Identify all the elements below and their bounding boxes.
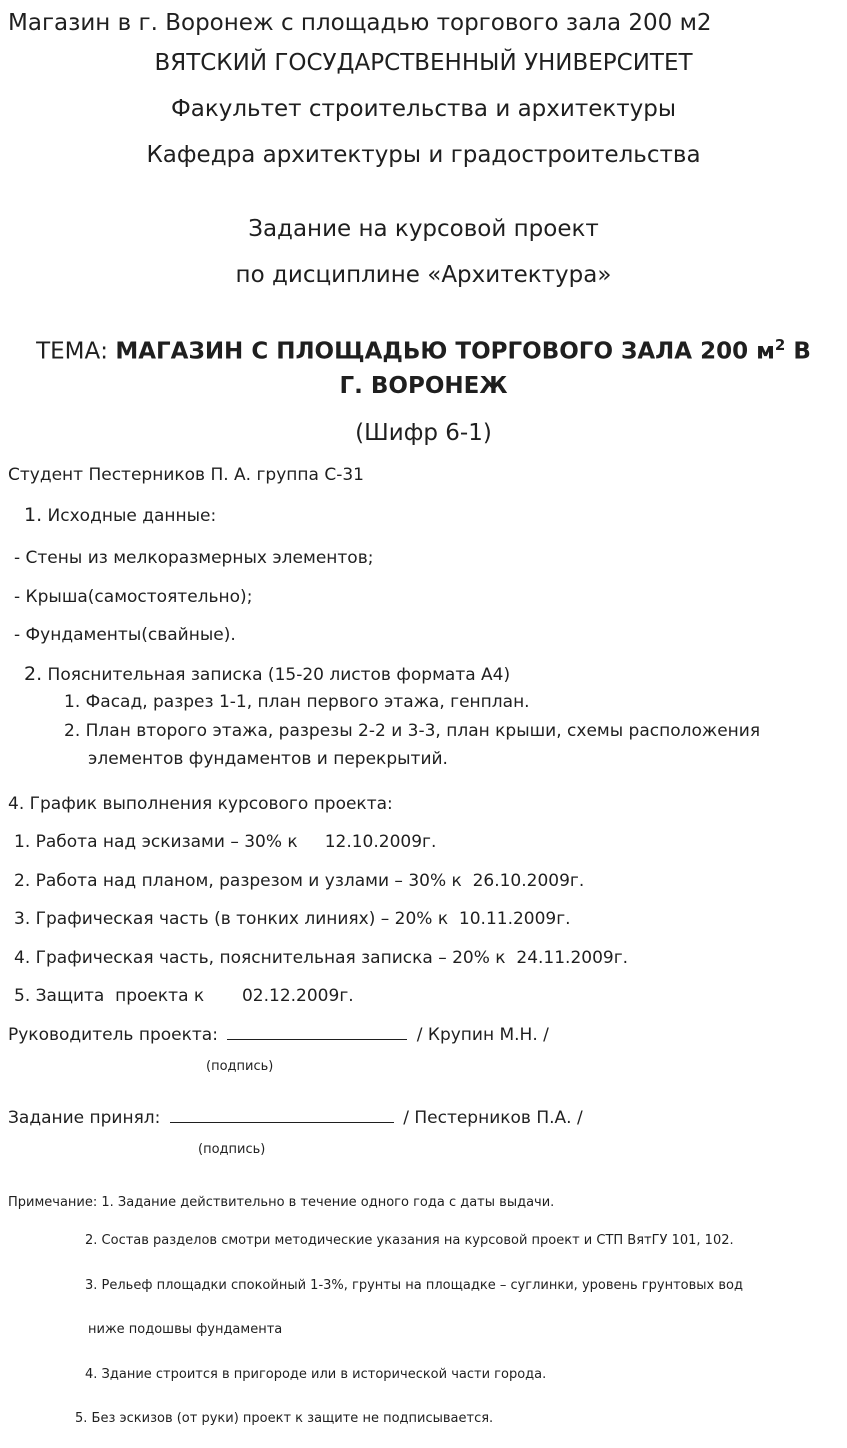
topic-superscript: 2 xyxy=(774,336,786,354)
section-2-title: Пояснительная записка (15-20 листов формата А4) xyxy=(47,665,511,685)
note-item: 3. Рельеф площадки спокойный 1-3%, грунты на площадке – суглинки, уровень грунтовых вод xyxy=(85,1278,743,1293)
note-item: Примечание: 1. Задание действительно в течение одного года с даты выдачи. xyxy=(8,1195,555,1210)
section-1-number: 1. xyxy=(24,504,43,526)
subitem-number: 2. xyxy=(64,721,81,741)
topic-cipher: (Шифр 6-1) xyxy=(355,420,492,446)
accepted-label: Задание принял: xyxy=(8,1108,161,1128)
schedule-item: 3. Графическая часть (в тонких линиях) – 20% к 10.11.2009г. xyxy=(14,909,571,929)
section-1-item: - Стены из мелкоразмерных элементов; xyxy=(14,548,374,568)
section-2-subitem-continuation: элементов фундаментов и перекрытий. xyxy=(88,749,448,769)
subitem-text: План второго этажа, разрезы 2-2 и 3-3, план крыши, схемы расположения xyxy=(85,721,761,741)
signature-blank xyxy=(170,1121,394,1123)
signature-caption: (подпись) xyxy=(206,1059,274,1074)
topic-tail: В xyxy=(785,338,811,365)
topic-prefix: ТЕМА: xyxy=(36,338,116,365)
topic-line-2: Г. ВОРОНЕЖ xyxy=(339,373,508,399)
accepted-signature-line xyxy=(8,1108,583,1128)
supervisor-signature-line xyxy=(8,1025,549,1045)
note-item: 5. Без эскизов (от руки) проект к защите не подписывается. xyxy=(75,1411,494,1426)
schedule-item: 4. Графическая часть, пояснительная записка – 20% к 24.11.2009г. xyxy=(14,948,629,968)
section-1-item: - Крыша(самостоятельно); xyxy=(14,587,253,607)
topic-line-1 xyxy=(0,336,847,365)
subitem-number: 1. xyxy=(64,692,81,712)
schedule-title: 4. График выполнения курсового проекта: xyxy=(8,794,393,814)
topic-main: МАГАЗИН С ПЛОЩАДЬЮ ТОРГОВОГО ЗАЛА 200 м xyxy=(115,338,775,365)
note-item-continuation: ниже подошвы фундамента xyxy=(88,1322,283,1337)
document-title: Магазин в г. Воронеж с площадью торгового зала 200 м2 xyxy=(8,10,712,36)
assignment-title: Задание на курсовой проект xyxy=(248,216,599,242)
signature-blank xyxy=(227,1038,407,1040)
section-1-heading xyxy=(24,504,216,526)
section-1-title: Исходные данные: xyxy=(47,506,217,526)
signature-caption: (подпись) xyxy=(198,1142,266,1157)
assignment-discipline: по дисциплине «Архитектура» xyxy=(235,262,612,288)
section-2-number: 2. xyxy=(24,663,43,685)
department-name: Кафедра архитектуры и градостроительства xyxy=(146,142,701,168)
section-2-subitem xyxy=(64,692,530,712)
section-2-subitem xyxy=(64,721,760,741)
note-item: 4. Здание строится в пригороде или в исторической части города. xyxy=(85,1367,547,1382)
note-item: 2. Состав разделов смотри методические указания на курсовой проект и СТП ВятГУ 101, 102. xyxy=(85,1233,734,1248)
schedule-item: 1. Работа над эскизами – 30% к 12.10.2009г. xyxy=(14,832,437,852)
supervisor-name: / Крупин М.Н. / xyxy=(416,1025,549,1045)
schedule-item: 5. Защита проекта к 02.12.2009г. xyxy=(14,986,354,1006)
schedule-item: 2. Работа над планом, разрезом и узлами – 30% к 26.10.2009г. xyxy=(14,871,585,891)
accepted-name: / Пестерников П.А. / xyxy=(403,1108,583,1128)
section-1-item: - Фундаменты(свайные). xyxy=(14,625,236,645)
subitem-text: Фасад, разрез 1-1, план первого этажа, генплан. xyxy=(85,692,530,712)
section-2-heading xyxy=(24,663,510,685)
student-line: Студент Пестерников П. А. группа С-31 xyxy=(8,465,364,485)
university-name: ВЯТСКИЙ ГОСУДАРСТВЕННЫЙ УНИВЕРСИТЕТ xyxy=(154,50,693,76)
faculty-name: Факультет строительства и архитектуры xyxy=(170,96,677,122)
supervisor-label: Руководитель проекта: xyxy=(8,1025,218,1045)
